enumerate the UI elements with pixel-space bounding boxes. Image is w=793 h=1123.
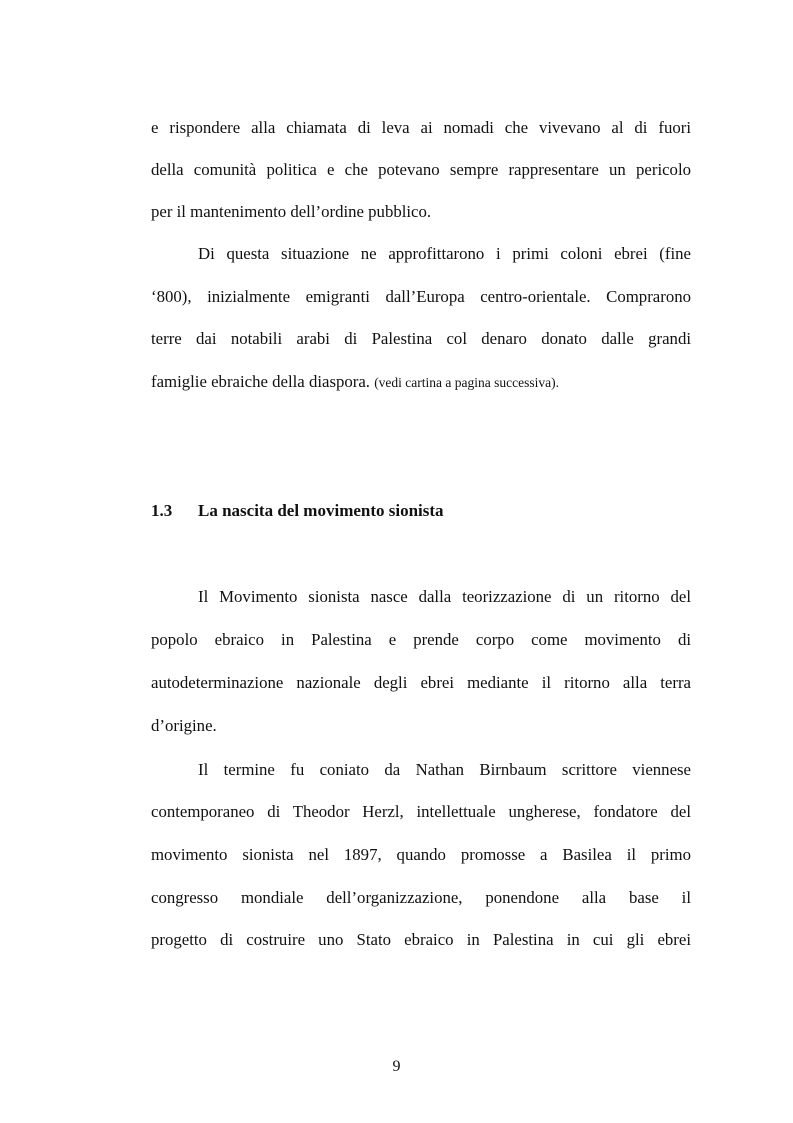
page-number: 9: [392, 1058, 401, 1075]
text-line: ‘800), inizialmente emigranti dall’Europa centro-orientale. Comprarono: [151, 287, 691, 306]
text-line: per il mantenimento dell’ordine pubblico.: [151, 202, 432, 221]
section-number: 1.3: [151, 501, 173, 520]
text-line: Il Movimento sionista nasce dalla teorizzazione di un ritorno del: [198, 587, 691, 606]
text-line: Di questa situazione ne approfittarono i primi coloni ebrei (fine: [198, 244, 691, 263]
text-line: congresso mondiale dell’organizzazione, ponendone alla base il: [151, 888, 691, 907]
map-reference-note: (vedi cartina a pagina successiva).: [374, 375, 559, 390]
text-line: Il termine fu coniato da Nathan Birnbaum scrittore viennese: [198, 760, 691, 779]
text-line: famiglie ebraiche della diaspora.: [151, 372, 370, 391]
text-line-with-note: [151, 372, 691, 393]
text-line: terre dai notabili arabi di Palestina col denaro donato dalle grandi: [151, 329, 691, 348]
text-line: progetto di costruire uno Stato ebraico in Palestina in cui gli ebrei: [151, 930, 691, 949]
text-line: autodeterminazione nazionale degli ebrei mediante il ritorno alla terra: [151, 673, 691, 692]
text-line: contemporaneo di Theodor Herzl, intellettuale ungherese, fondatore del: [151, 802, 691, 821]
text-line: e rispondere alla chiamata di leva ai nomadi che vivevano al di fuori: [151, 118, 691, 137]
text-line: della comunità politica e che potevano sempre rappresentare un pericolo: [151, 160, 691, 179]
text-line: d’origine.: [151, 716, 217, 735]
text-line: popolo ebraico in Palestina e prende corpo come movimento di: [151, 630, 691, 649]
text-line: movimento sionista nel 1897, quando promosse a Basilea il primo: [151, 845, 691, 864]
section-title: La nascita del movimento sionista: [198, 501, 444, 520]
